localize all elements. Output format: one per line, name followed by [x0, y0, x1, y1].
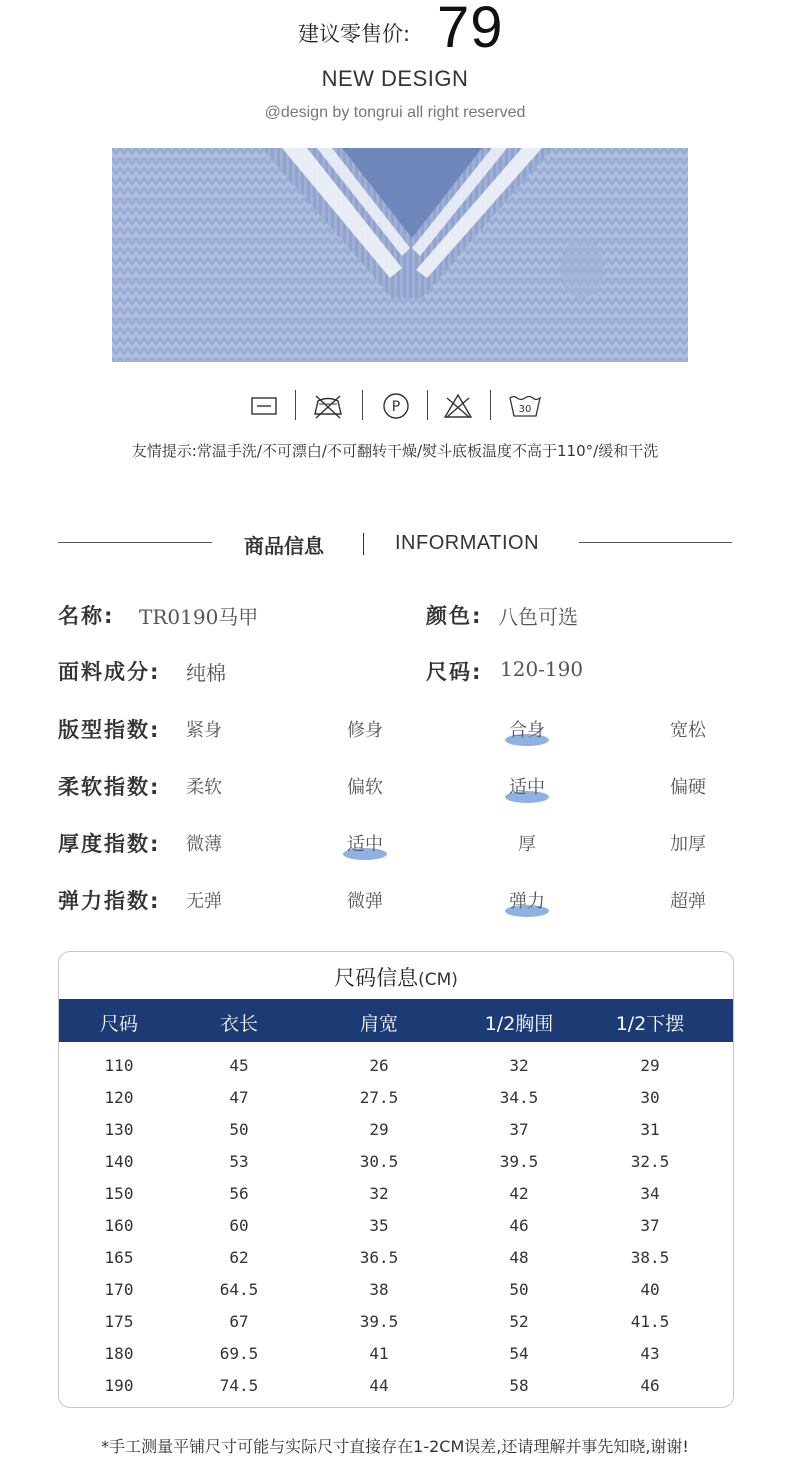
table-cell: 38.5	[630, 1248, 670, 1267]
index-option	[325, 830, 405, 856]
no-bleach-icon	[442, 392, 474, 420]
table-cell: 150	[104, 1184, 134, 1203]
price-row	[0, 0, 790, 60]
section-line-left	[58, 542, 212, 543]
table-cell: 52	[509, 1312, 529, 1331]
index-option	[648, 773, 728, 799]
stretch-index-label: 弹力指数:	[58, 889, 161, 913]
care-divider	[362, 390, 363, 420]
table-cell: 41	[369, 1344, 389, 1363]
table-cell: 26	[369, 1056, 389, 1075]
index-option-label: 加厚	[670, 834, 706, 855]
table-cell: 41.5	[630, 1312, 670, 1331]
size-chart-title-text: 尺码信息	[334, 966, 419, 990]
table-row	[59, 1308, 733, 1340]
fit-index-label: 版型指数:	[58, 718, 161, 742]
size-header-cell: 肩宽	[359, 1013, 398, 1035]
table-cell: 27.5	[359, 1088, 399, 1107]
table-cell: 39.5	[359, 1312, 399, 1331]
size-header-cell: 1/2胸围	[484, 1013, 554, 1035]
table-cell: 58	[509, 1376, 529, 1395]
dry-clean-p-icon	[380, 392, 412, 420]
table-cell: 42	[509, 1184, 529, 1203]
size-chart	[58, 951, 734, 1408]
table-cell: 44	[369, 1376, 389, 1395]
index-option	[325, 773, 405, 799]
table-cell: 54	[509, 1344, 529, 1363]
size-chart-header	[59, 999, 733, 1042]
table-cell: 60	[229, 1216, 249, 1235]
index-option-label: 合身	[509, 720, 545, 741]
table-cell: 67	[229, 1312, 249, 1331]
table-cell: 31	[640, 1120, 660, 1139]
table-cell: 35	[369, 1216, 389, 1235]
table-cell: 53	[229, 1152, 249, 1171]
size-chart-title	[59, 962, 733, 992]
index-option-label: 超弹	[670, 891, 706, 912]
section-title-en: INFORMATION	[395, 532, 540, 554]
table-cell: 45	[229, 1056, 249, 1075]
table-row	[59, 1180, 733, 1212]
index-option	[164, 887, 244, 913]
table-cell: 46	[509, 1216, 529, 1235]
index-option	[648, 830, 728, 856]
index-option	[487, 887, 567, 913]
table-cell: 30.5	[359, 1152, 399, 1171]
table-row	[59, 1148, 733, 1180]
table-cell: 110	[104, 1056, 134, 1075]
index-option-label: 紧身	[186, 720, 222, 741]
table-cell: 180	[104, 1344, 134, 1363]
table-row	[59, 1244, 733, 1276]
fabric-value: 纯棉	[186, 661, 226, 685]
size-header-cell: 1/2下摆	[615, 1013, 685, 1035]
table-cell: 40	[640, 1280, 660, 1299]
table-cell: 34.5	[499, 1088, 539, 1107]
brand-title: NEW DESIGN	[321, 66, 469, 91]
softness-index-label: 柔软指数:	[58, 775, 161, 799]
index-option-label: 偏硬	[670, 777, 706, 798]
table-row	[59, 1116, 733, 1148]
table-row	[59, 1052, 733, 1084]
table-cell: 34	[640, 1184, 660, 1203]
table-cell: 165	[104, 1248, 134, 1267]
table-cell: 32.5	[630, 1152, 670, 1171]
care-icons-row	[0, 390, 790, 422]
index-option-label: 微薄	[186, 834, 222, 855]
index-option-label: 弹力	[509, 891, 545, 912]
table-row	[59, 1084, 733, 1116]
brand-copyright: @design by tongrui all right reserved	[264, 104, 526, 121]
name-label: 名称:	[58, 604, 115, 628]
index-option	[164, 716, 244, 742]
color-label: 颜色:	[426, 604, 483, 628]
table-cell: 62	[229, 1248, 249, 1267]
color-value: 八色可选	[498, 605, 578, 629]
index-option	[487, 716, 567, 742]
table-cell: 50	[509, 1280, 529, 1299]
care-divider	[295, 390, 296, 420]
table-cell: 48	[509, 1248, 529, 1267]
table-cell: 32	[369, 1184, 389, 1203]
wash-30-icon	[508, 392, 542, 420]
table-cell: 140	[104, 1152, 134, 1171]
table-cell: 130	[104, 1120, 134, 1139]
index-option-label: 修身	[347, 720, 383, 741]
size-label: 尺码:	[426, 660, 483, 684]
index-option	[487, 830, 567, 856]
care-tip: 友情提示:常温手洗/不可漂白/不可翻转干燥/熨斗底板温度不高于110°/缓和干洗	[131, 442, 659, 460]
table-row	[59, 1340, 733, 1372]
table-row	[59, 1372, 733, 1404]
table-cell: 36.5	[359, 1248, 399, 1267]
table-cell: 30	[640, 1088, 660, 1107]
price-value: 79	[437, 0, 504, 60]
flat-dry-icon	[248, 392, 280, 420]
index-option-label: 偏软	[347, 777, 383, 798]
index-option	[648, 887, 728, 913]
index-option	[164, 773, 244, 799]
index-option-label: 微弹	[347, 891, 383, 912]
section-title-cn: 商品信息	[244, 534, 324, 558]
fabric-label: 面料成分:	[58, 660, 161, 684]
table-cell: 160	[104, 1216, 134, 1235]
table-cell: 37	[509, 1120, 529, 1139]
table-cell: 29	[640, 1056, 660, 1075]
table-cell: 170	[104, 1280, 134, 1299]
index-option-label: 适中	[509, 777, 545, 798]
wash-temp: 30	[518, 404, 532, 415]
section-line-right	[579, 542, 732, 543]
care-divider	[490, 390, 491, 420]
table-cell: 47	[229, 1088, 249, 1107]
index-option-label: 无弹	[186, 891, 222, 912]
dry-clean-letter: P	[391, 399, 401, 415]
table-cell: 32	[509, 1056, 529, 1075]
table-cell: 39.5	[499, 1152, 539, 1171]
table-cell: 50	[229, 1120, 249, 1139]
size-header-cell: 衣长	[219, 1013, 258, 1035]
table-row	[59, 1212, 733, 1244]
name-value: TR0190马甲	[139, 605, 259, 629]
index-option	[325, 716, 405, 742]
index-option	[648, 716, 728, 742]
table-cell: 29	[369, 1120, 389, 1139]
index-option-label: 适中	[347, 834, 383, 855]
table-cell: 74.5	[219, 1376, 259, 1395]
size-value: 120-190	[500, 657, 584, 681]
index-option	[325, 887, 405, 913]
table-cell: 46	[640, 1376, 660, 1395]
no-tumble-dry-icon	[311, 392, 343, 420]
table-row	[59, 1276, 733, 1308]
section-divider	[363, 533, 364, 555]
care-divider	[427, 390, 428, 420]
table-cell: 69.5	[219, 1344, 259, 1363]
table-cell: 38	[369, 1280, 389, 1299]
table-cell: 120	[104, 1088, 134, 1107]
table-cell: 37	[640, 1216, 660, 1235]
table-cell: 64.5	[219, 1280, 259, 1299]
measurement-footnote: *手工测量平铺尺寸可能与实际尺寸直接存在1-2CM误差,还请理解并事先知晓,谢谢!	[101, 1437, 689, 1456]
index-option-label: 厚	[518, 834, 536, 855]
table-cell: 175	[104, 1312, 134, 1331]
index-option-label: 柔软	[186, 777, 222, 798]
thickness-index-label: 厚度指数:	[58, 832, 161, 856]
table-cell: 43	[640, 1344, 660, 1363]
size-header-cell: 尺码	[99, 1013, 138, 1035]
index-option	[487, 773, 567, 799]
table-cell: 190	[104, 1376, 134, 1395]
index-option-label: 宽松	[670, 720, 706, 741]
size-chart-unit: (CM)	[418, 970, 458, 990]
price-label: 建议零售价:	[298, 22, 411, 46]
fabric-closeup-image	[112, 148, 688, 362]
index-option	[164, 830, 244, 856]
table-cell: 56	[229, 1184, 249, 1203]
